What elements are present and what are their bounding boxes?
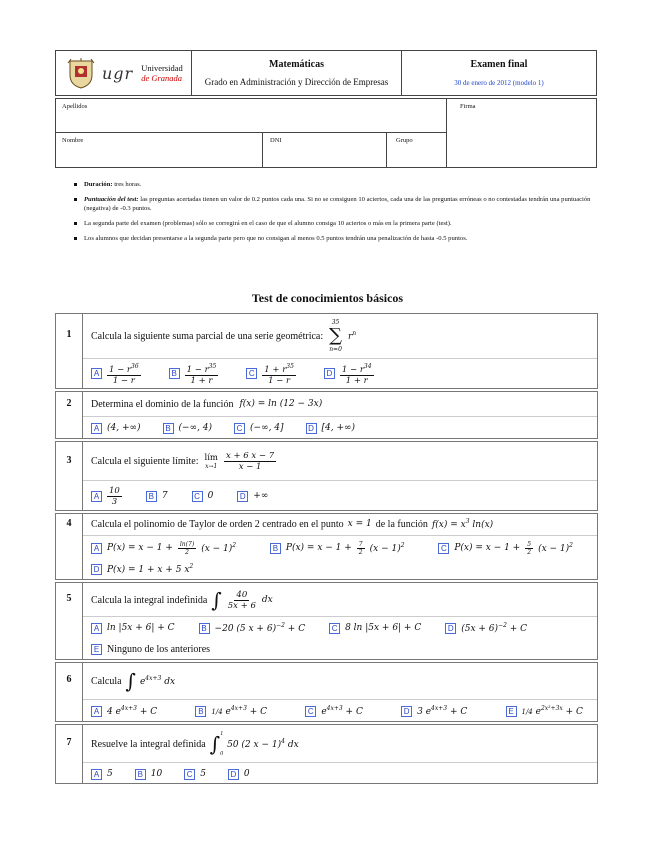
option-c[interactable]: C 0 — [192, 491, 214, 502]
option-b[interactable]: B (−∞, 4) — [163, 423, 213, 434]
option-b[interactable]: B $\frac{1 - r^{35}}{1 + r}$ — [169, 362, 219, 386]
option-b[interactable]: B 1/4 $e^{4x+3} + C$ — [195, 705, 267, 717]
rule-item: Puntuación del test: las preguntas acertadas tienen un valor de 0.2 puntos cada una. Si no se consiguen 10 aciertos, cada una de las preguntas erróneas o no contestadas tendrán una puntuación (negativa) de -0.3 puntos. — [74, 195, 599, 213]
question-stem: Calcula el polinomio de Taylor de orden 2 centrado en el punto x = 1 de la función $f(x) = x^3$ ln(x) — [91, 518, 494, 530]
question-number: 5 — [66, 593, 72, 604]
subject-title: Matemáticas — [269, 59, 324, 70]
answer-options — [91, 418, 593, 438]
answer-options — [91, 764, 593, 784]
group-field[interactable]: Grupo — [396, 137, 413, 144]
option-c[interactable]: C 5 — [184, 769, 206, 780]
question-number: 2 — [66, 398, 72, 409]
question-2 — [55, 391, 598, 439]
university-crest-icon — [66, 57, 96, 89]
exam-cell — [402, 51, 596, 95]
exam-header — [55, 50, 597, 96]
option-d[interactable]: D $\frac{1 - r^{34}}{1 + r}$ — [324, 362, 374, 386]
option-a[interactable]: A (4, +∞) — [91, 423, 141, 434]
option-c[interactable]: C P(x) = x − 1 + $\frac{5}{2}$ $(x - 1)^2$ — [438, 541, 573, 556]
university-logo-cell — [56, 51, 192, 95]
option-b[interactable]: B 10 — [135, 769, 162, 780]
question-stem: Calcula ∫ $e^{4x+3}$ dx — [91, 669, 176, 693]
option-c[interactable]: C (−∞, 4] — [234, 423, 284, 434]
question-1 — [55, 313, 598, 389]
answer-options — [91, 537, 593, 559]
question-number: 3 — [66, 455, 72, 466]
question-stem: Determina el dominio de la función f(x) = ln (12 − 3x) — [91, 398, 323, 410]
question-number: 7 — [66, 737, 72, 748]
option-c[interactable]: C $\frac{1 + r^{35}}{1 - r}$ — [246, 362, 296, 386]
university-name-line2: de Granada — [141, 73, 183, 83]
question-stem: Resuelve la integral definida ∫ 1 0 50 (2 x − 1)$^4$ dx — [91, 731, 299, 757]
option-a[interactable]: A P(x) = x − 1 + $\frac{\ln(7)}{2}$ $(x - 1)^2$ — [91, 541, 236, 556]
question-stem: Calcula la integral indefinida ∫ $\frac{40}{5x + 6}$ dx — [91, 588, 273, 612]
question-number: 6 — [66, 674, 72, 685]
university-name — [141, 63, 183, 83]
question-number: 1 — [66, 329, 72, 340]
summation: 35 ∑ n=0 — [329, 319, 342, 353]
question-number: 4 — [66, 518, 72, 529]
dni-field[interactable]: DNI — [270, 137, 282, 144]
subject-cell — [192, 51, 402, 95]
answer-options — [91, 618, 593, 638]
option-e[interactable]: E Ninguno de los anteriores — [91, 644, 210, 655]
answer-options — [91, 361, 593, 387]
rule-item: Los alumnos que decidan presentarse a la segunda parte pero que no consigan al menos 0.5 puntos tendrán una penalización de hasta -0.5 puntos. — [74, 234, 599, 243]
section-title: Test de conocimientos básicos — [251, 291, 404, 305]
integral-sign: ∫ — [209, 732, 221, 756]
answer-options-row2 — [91, 559, 593, 579]
answer-options-row2 — [91, 639, 593, 659]
signature-field[interactable]: Firma — [460, 103, 476, 110]
question-4 — [55, 513, 598, 580]
option-d[interactable]: D $(5x + 6)^{-2} + C$ — [445, 622, 527, 634]
option-c[interactable]: C $e^{4x+3} + C$ — [305, 705, 363, 717]
option-a[interactable]: A $\frac{10}{3}$ — [91, 486, 122, 507]
question-stem: Calcula la siguiente suma parcial de una serie geométrica: 35 ∑ n=0 $r^n$ — [91, 319, 357, 353]
option-b[interactable]: B P(x) = x − 1 + $\frac{7}{2}$ $(x - 1)^2$ — [270, 541, 405, 556]
answer-options — [91, 701, 593, 721]
exam-date: 30 de enero de 2012 (modelo 1) — [454, 79, 544, 87]
question-5 — [55, 582, 598, 660]
question-stem: Calcula el siguiente límite: lím x→1 $\frac{x + 6 x - 7}{x - 1}$ — [91, 450, 275, 472]
option-c[interactable]: C 8 ln |5x + 6| + C — [329, 623, 421, 634]
surname-field[interactable]: Apellidos — [62, 103, 88, 110]
option-a[interactable]: A ln |5x + 6| + C — [91, 623, 175, 634]
option-b[interactable]: B 7 — [146, 491, 168, 502]
question-3 — [55, 441, 598, 511]
option-d[interactable]: D P(x) = 1 + x + 5 $x^2$ — [91, 563, 193, 575]
option-a[interactable]: A 4 $e^{4x+3} + C$ — [91, 705, 157, 717]
question-7 — [55, 724, 598, 784]
integral-sign: ∫ — [211, 588, 222, 612]
option-e[interactable]: E 1/4 $e^{2x^2+3x} + C$ — [506, 705, 583, 717]
student-identification-box — [55, 98, 597, 168]
option-a[interactable]: A $\frac{1 - r^{36}}{1 - r}$ — [91, 362, 141, 386]
degree-name: Grado en Administración y Dirección de Empresas — [204, 77, 389, 87]
option-d[interactable]: D 3 $e^{4x+3} + C$ — [401, 705, 467, 717]
option-d[interactable]: D 0 — [228, 769, 250, 780]
question-6 — [55, 662, 598, 722]
integral-sign: ∫ — [125, 669, 136, 693]
rule-item: La segunda parte del examen (problemas) sólo se corregirá en el caso de que el alumno consiga 10 aciertos o más en la primera parte (test). — [74, 219, 599, 228]
answer-options — [91, 482, 593, 510]
option-d[interactable]: D +∞ — [237, 491, 268, 502]
exam-title: Examen final — [470, 59, 528, 70]
option-a[interactable]: A 5 — [91, 769, 113, 780]
option-d[interactable]: D [4, +∞) — [306, 423, 356, 434]
option-b[interactable]: B −20 (5 x + 6)$^{-2}$ + C — [199, 622, 306, 634]
rule-item: Duración: tres horas. — [74, 180, 599, 189]
university-name-line1: Universidad — [141, 63, 183, 73]
ugr-wordmark: ugr — [102, 63, 134, 83]
name-field[interactable]: Nombre — [62, 137, 84, 144]
exam-rules-list — [74, 180, 599, 249]
